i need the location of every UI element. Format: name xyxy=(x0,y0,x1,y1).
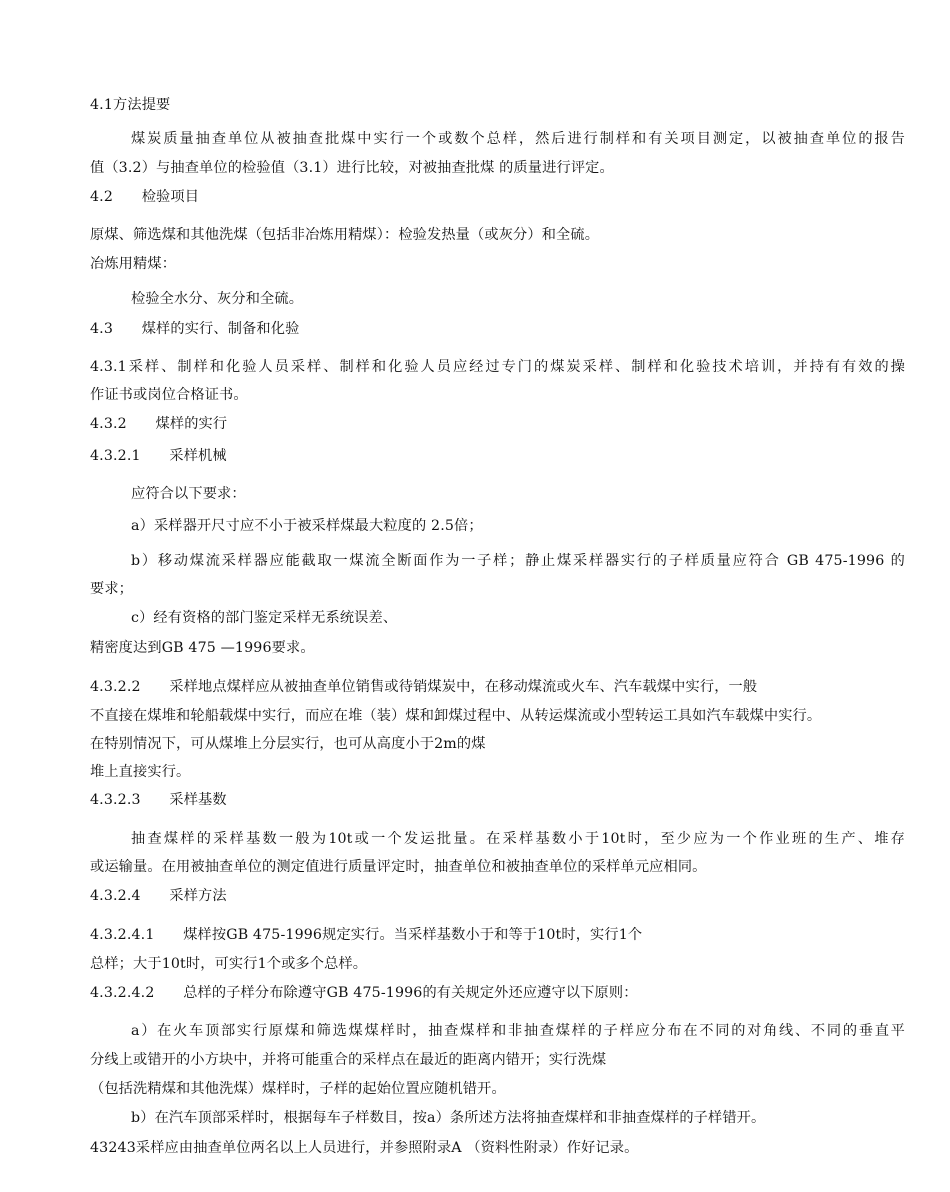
section-heading-4-3-2-3: 4.3.2.3 采样基数 xyxy=(90,792,227,808)
paragraph-line: 值（3.2）与抽查单位的检验值（3.1）进行比较，对被抽查批煤 的质量进行评定。 xyxy=(90,160,614,176)
paragraph-line: 堆上直接实行。 xyxy=(90,764,191,780)
paragraph-line: 总样；大于10t时，可实行1个或多个总样。 xyxy=(90,956,368,972)
list-item-b: b）移动煤流采样器应能截取一煤流全断面作为一子样；静止煤采样器实行的子样质量应符合 GB 475-1996 的 xyxy=(131,553,905,569)
paragraph-line: 冶炼用精煤： xyxy=(90,256,177,272)
list-item-a: a）在火车顶部实行原煤和筛选煤煤样时，抽查煤样和非抽查煤样的子样应分布在不同的对角线、不同的垂直平 xyxy=(131,1023,905,1039)
section-heading-4-2: 4.2 检验项目 xyxy=(90,189,200,205)
section-heading-4-3-2-2: 4.3.2.2 采样地点煤样应从被抽查单位销售或待销煤炭中，在移动煤流或火车、汽车载煤中实行，一般 xyxy=(90,679,758,695)
paragraph-line: 抽查煤样的采样基数一般为10t或一个发运批量。在采样基数小于10t时，至少应为一个作业班的生产、堆存 xyxy=(131,831,905,847)
paragraph-line: 原煤、筛选煤和其他洗煤（包括非冶炼用精煤）：检验发热量（或灰分）和全硫。 xyxy=(90,227,600,243)
section-heading-4-3-2-4-1: 4.3.2.4.1 煤样按GB 475-1996规定实行。当采样基数小于和等于10t时，实行1个 xyxy=(90,927,643,943)
section-heading-4-3-2-4-2: 4.3.2.4.2 总样的子样分布除遵守GB 475-1996的有关规定外还应遵守以下原则： xyxy=(90,985,638,1001)
paragraph-line: 4.3.1采样、制样和化验人员采样、制样和化验人员应经过专门的煤炭采样、制样和化验技术培训，并持有有效的操 xyxy=(90,359,905,375)
list-item-b: b）在汽车顶部采样时，根据每车子样数目，按a）条所述方法将抽查煤样和非抽查煤样的子样错开。 xyxy=(131,1110,766,1126)
paragraph-line: 不直接在煤堆和轮船载煤中实行，而应在堆（装）煤和卸煤过程中、从转运煤流或小型转运工具如汽车载煤中实行。 xyxy=(90,708,822,724)
paragraph-line: 应符合以下要求： xyxy=(131,486,246,502)
section-heading-4-3-2-4-3: 43243采样应由抽查单位两名以上人员进行，并参照附录A （资料性附录）作好记录。 xyxy=(90,1140,639,1156)
section-heading-4-3-2-4: 4.3.2.4 采样方法 xyxy=(90,888,227,904)
paragraph-line: 作证书或岗位合格证书。 xyxy=(90,387,248,403)
section-heading-4-3: 4.3 煤样的实行、制备和化验 xyxy=(90,321,300,337)
paragraph-line: 或运输量。在用被抽查单位的测定值进行质量评定时，抽查单位和被抽查单位的采样单元应相同。 xyxy=(90,859,707,875)
section-heading-4-3-2-1: 4.3.2.1 采样机械 xyxy=(90,448,227,464)
paragraph-line: 在特别情况下，可从煤堆上分层实行，也可从高度小于2m的煤 xyxy=(90,736,486,752)
paragraph-line: 分线上或错开的小方块中，并将可能重合的采样点在最近的距离内错开；实行洗煤 xyxy=(90,1052,607,1068)
paragraph-line: 检验全水分、灰分和全硫。 xyxy=(131,291,304,307)
paragraph-line: 要求； xyxy=(90,581,134,597)
paragraph-line: 精密度达到GB 475 —1996要求。 xyxy=(90,640,315,656)
list-item-a: a）采样器开尺寸应不小于被采样煤最大粒度的 2.5倍； xyxy=(131,518,483,534)
list-item-c: c）经有资格的部门鉴定采样无系统误差、 xyxy=(131,610,398,626)
paragraph-line: 煤炭质量抽查单位从被抽查批煤中实行一个或数个总样，然后进行制样和有关项目测定，以被抽查单位的报告 xyxy=(131,131,905,147)
section-heading-4-3-2: 4.3.2 煤样的实行 xyxy=(90,416,228,432)
section-heading-4-1: 4.1方法提要 xyxy=(90,97,171,113)
paragraph-line: （包括洗精煤和其他洗煤）煤样时，子样的起始位置应随机错开。 xyxy=(90,1081,506,1097)
